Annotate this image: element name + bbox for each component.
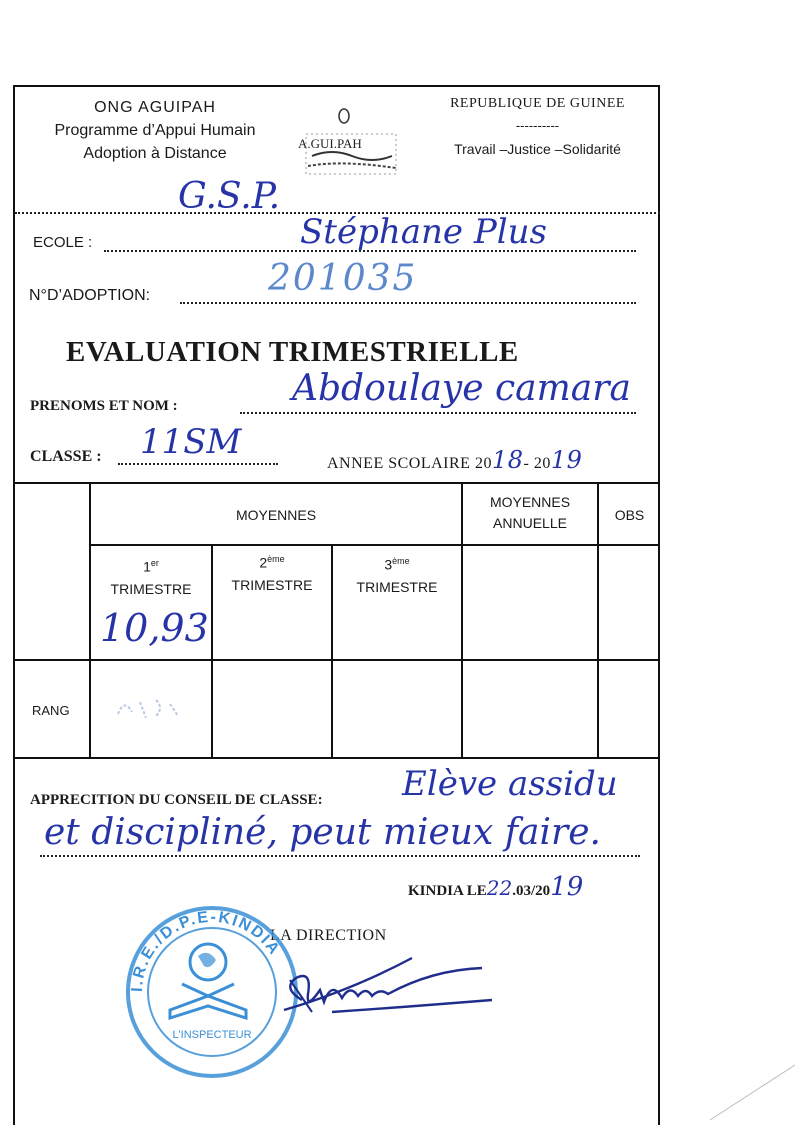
nom-label: PRENOMS ET NOM :: [30, 398, 178, 414]
org-logo-icon: [292, 104, 407, 184]
stamp-bottom-text: L'INSPECTEUR: [172, 1029, 252, 1041]
adoption-line: [180, 302, 636, 304]
annee-start: 18: [491, 446, 524, 474]
table-bottom-line: [13, 757, 660, 759]
rang-label: RANG: [32, 703, 70, 718]
t3-label: TRIMESTRE: [356, 578, 438, 595]
t2-num: 2: [259, 554, 268, 571]
nom-value: Abdoulaye camara: [292, 368, 631, 409]
date-day: 22: [486, 876, 513, 900]
classe-value: 11SM: [140, 422, 242, 462]
republic-separator: ----------: [515, 118, 560, 133]
annee-mid: - 20: [523, 455, 551, 472]
appreciation-text2: et discipliné, peut mieux faire.: [44, 812, 601, 853]
kindia-label: KINDIA LE: [408, 883, 487, 899]
table-row-line: [89, 544, 660, 546]
date-year: 19: [550, 872, 584, 902]
annee-end: 19: [550, 446, 583, 474]
adoption-label: N°D’ADOPTION:: [29, 287, 151, 304]
annuelle-header: [463, 492, 597, 534]
org-header: [20, 96, 290, 165]
classe-label: CLASSE :: [30, 448, 102, 465]
moyennes-header: MOYENNES: [235, 507, 317, 523]
date-mid: .03/20: [512, 883, 551, 899]
table-top-line: [13, 482, 660, 484]
appreciation-line: [40, 855, 640, 857]
annuelle-line1: MOYENNES: [489, 494, 571, 510]
t3-header: [333, 550, 461, 598]
adoption-value: 201035: [268, 258, 418, 299]
t2-sup: ème: [267, 554, 285, 564]
classe-line: [118, 463, 278, 465]
org-name: ONG AGUIPAH: [94, 99, 216, 116]
direction-label: LA DIRECTION: [270, 927, 387, 944]
t1-sup: er: [150, 558, 159, 568]
republic-header: [420, 96, 655, 157]
t3-num: 3: [384, 556, 393, 573]
t3-sup: ème: [392, 556, 410, 566]
t2-header: [213, 548, 331, 596]
republic-motto: Travail –Justice –Solidarité: [454, 141, 621, 157]
appreciation-text1: Elève assidu: [402, 764, 618, 804]
t1-label: TRIMESTRE: [110, 580, 192, 597]
rang-faded-mark: [112, 690, 192, 724]
republic-title: REPUBLIQUE DE GUINEE: [450, 96, 625, 111]
signature-icon: [272, 950, 512, 1030]
obs-header: OBS: [614, 507, 645, 523]
ecole-value: Stéphane Plus: [300, 212, 547, 252]
form-title: EVALUATION TRIMESTRIELLE: [66, 336, 519, 368]
kindia-date: [408, 872, 583, 902]
t1-num: 1: [143, 558, 151, 575]
t1-header: [91, 552, 211, 600]
org-program: Programme d’Appui Humain: [54, 122, 256, 139]
appreciation-label: APPRECITION DU CONSEIL DE CLASSE:: [30, 792, 323, 808]
annuelle-line2: ANNUELLE: [493, 515, 567, 531]
org-adoption: Adoption à Distance: [83, 145, 227, 162]
ecole-label: ECOLE :: [33, 234, 93, 251]
svg-text:A.GUI.PAH: A.GUI.PAH: [298, 136, 362, 151]
page-fold-mark: [700, 1060, 800, 1129]
annee-label: [327, 446, 582, 474]
stamp-ring-text: I.R.E./D.P.E-KINDIA: [128, 908, 284, 993]
nom-line: [240, 412, 636, 414]
annee-prefix: ANNEE SCOLAIRE 20: [327, 455, 492, 472]
t2-label: TRIMESTRE: [231, 576, 313, 593]
handwritten-gsp: G.S.P.: [178, 176, 281, 217]
table-row-line: [13, 659, 660, 661]
t1-value: 10,93: [100, 606, 209, 650]
